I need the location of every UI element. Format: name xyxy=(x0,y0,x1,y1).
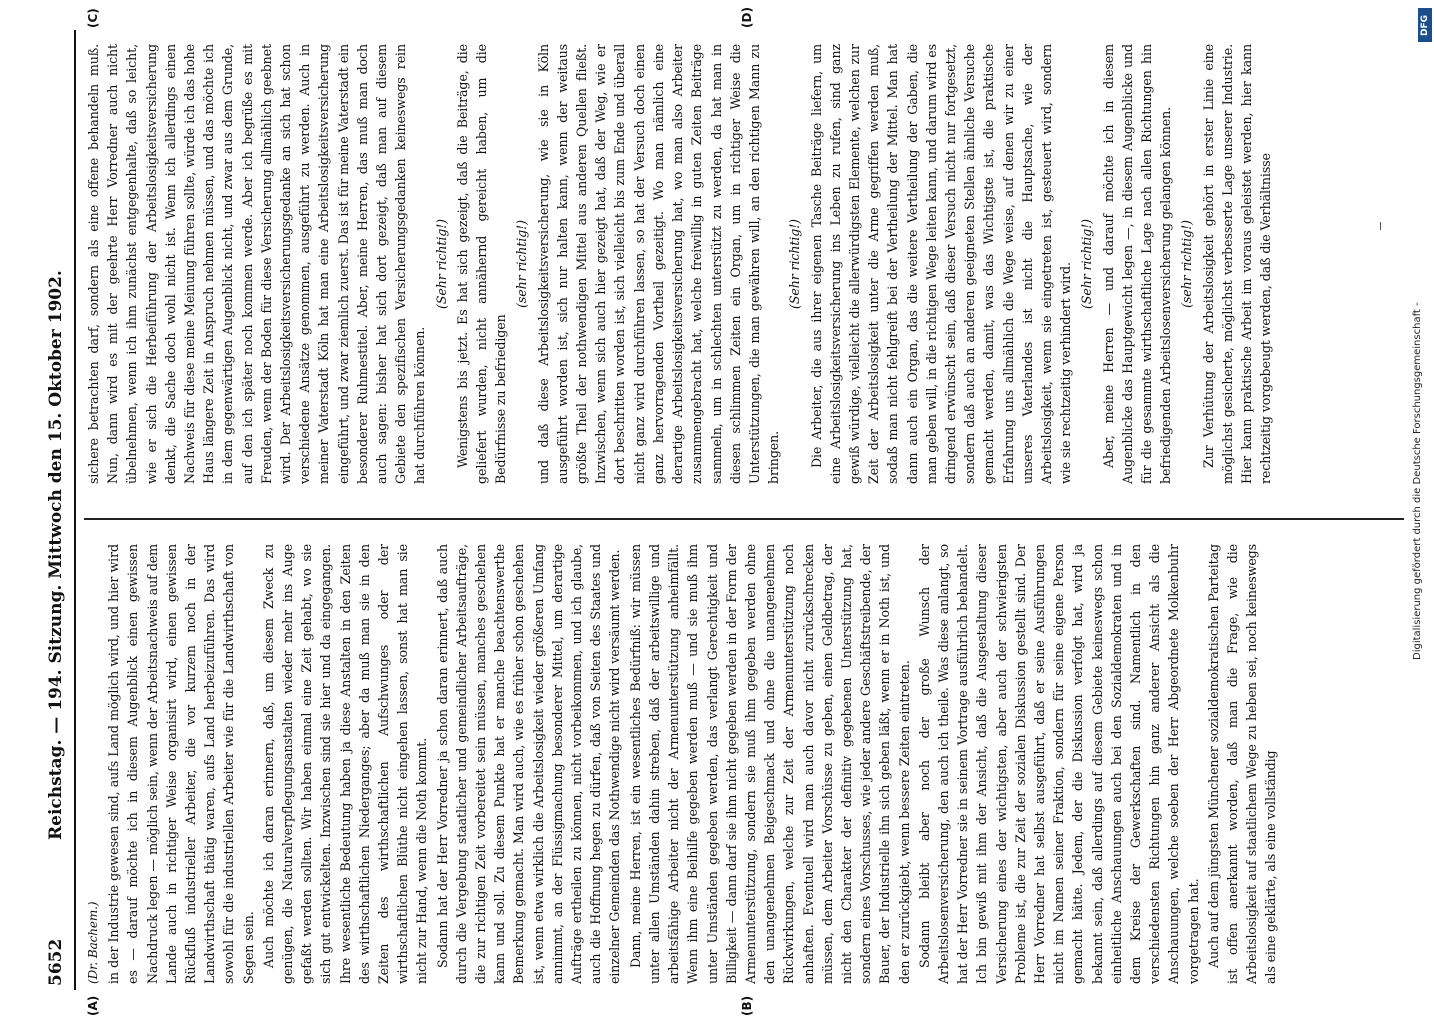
interjection: (Sehr richtig!) xyxy=(1079,219,1095,309)
paragraph: Auch möchte ich daran erinnern, daß, um diesem Zweck zu genügen, die Naturalverpflegungsanstalten wieder mehr ins Auge gefaßt werden sollten. Wir haben einmal eine Zeit gehabt, wo sie sich gut entwickelten. Inzwischen sind sie hier und da eingegangen. Ihre wesentliche Bedeutung haben ja diese Anstalten in den Zeiten des wirthschaftlichen Niederganges; aber da muß man sie in den Zeiten des wirthschaftlichen Aufschwunges oder der wirthschaftlichen Blüthe nicht eingehen lassen, sonst hat man sie nicht zur Hand, wenn die Noth kommt. xyxy=(260,544,430,984)
paragraph: Auch auf dem jüngsten Münchener sozialdemokratischen Parteitag ist offen anerkannt worden, daß man die Frage, wie die Arbeitslosigkeit auf staatlichem Wege zu heben sei, noch keineswegs als eine geklärte, als eine vollständig xyxy=(1205,544,1279,984)
interjection: (sehr richtig!) xyxy=(514,220,530,308)
paragraph: in der Industrie gewesen sind, aufs Land möglich wird, und hier wird es — darauf möchte ich in diesem Augenblick einen gewissen Nachdruck legen — möglich sein, wenn der Arbeitsnachweis auf dem Lande auch in richtiger Weise organisirt wird, einen gewissen Rückfluß industrieller Arbeiter, die vor kurzem noch in der Landwirthschaft thätig waren, aufs Land herbeizuführen. Das wird sowohl für die industriellen Arbeiter wie für die Landwirthschaft von Segen sein. xyxy=(106,544,256,984)
dfg-logo: DFG xyxy=(1418,8,1432,42)
margin-marker-b: (B) xyxy=(740,995,754,1016)
digitization-credit: Digitalisierung gefördert durch die Deutsche Forschungsgemeinschaft - xyxy=(1412,302,1423,660)
margin-marker-c: (C) xyxy=(86,8,100,28)
paragraph: Sodann bleibt aber noch der große Wunsch der Arbeitslosenversicherung, den auch ich theile. Was diese anlangt, so hat der Herr Vorredner sie in seinem Vortrage ausführlich behandelt. Ich bin gewiß mit ihm der Ansicht, daß die Ausgestaltung dieser Versicherung eines der wichtigsten, aber auch der schwierigsten Probleme ist, die zur Zeit der sozialen Diskussion gestellt sind. Der Herr Vorredner hat selbst ausgeführt, daß er seine Ausführungen nicht im Namen seiner Fraktion, sondern für seine eigene Person gemacht hätte. Jedem, der die Diskussion verfolgt hat, wird ja bekannt sein, daß allerdings auf diesem Gebiete keineswegs schon einheitliche Anschauungen auch bei den Sozialdemokraten und in dem Kreise der Gewerkschaften sind. Namentlich in den verschiedensten Richtungen hin ganz anderer Ansicht als die Anschauungen, welche soeben der Herr Abgeordnete Molkenbuhr vorgetragen hat. xyxy=(916,544,1201,984)
speaker-label: (Dr. Bachem.) xyxy=(86,901,100,984)
interjection: (Sehr richtig!) xyxy=(433,219,449,309)
paragraph: Aber, meine Herren — und darauf möchte ich in diesem Augenblicke das Hauptgewicht legen —, in diesem Augenblicke und für die gesammte wirthschaftliche Lage nach allen Richtungen hin befriedigenden Arbeitslosenversicherung gelangen können. xyxy=(1100,44,1174,484)
paragraph: Die Arbeiter, die aus ihrer eigenen Tasche Beiträge liefern, um eine Arbeitslosigkeitsversicherung ins Leben zu rufen, sind ganz gewiß würdige, vielleicht die allerwürdigsten Elemente, welchen zur Zeit der Arbeitslosigkeit unter die Arme gegriffen werden muß, sodaß man nicht fehlgreift bei der Vertheilung der Mittel. Man hat dann auch ein Organ, das die weitere Vertheilung der Gaben, die man geben will, in die richtigen Wege leiten kann, und darum wird es dringend erwünscht sein, daß dieser Versuch nicht nur fortgesetzt, sondern daß auch an anderen geeigneten Stellen ähnliche Versuche gemacht werden, damit, was das Wichtigste ist, die praktische Erfahrung uns allmählich die Wege weise, auf denen wir zu einer unseres Vaterlandes ist nicht die Hauptsache, wie der Arbeitslosigkeit, wenn sie eingetreten ist, gesteuert wird, sondern wie sie rechtzeitig verhindert wird. xyxy=(808,44,1074,484)
interjection: (sehr richtig!) xyxy=(1179,220,1195,308)
page-number: 5652 xyxy=(46,938,66,986)
paragraph: Wenigstens bis jetzt. Es hat sich gezeigt, daß die Beiträge, die geliefert wurden, nicht annähernd gereicht haben, um die Bedürfnisse zu befriedigen xyxy=(454,44,509,484)
paragraph: und daß diese Arbeitslosigkeitsversicherung, wie sie in Köln ausgeführt worden ist, sich nur halten kann, wenn der weitaus größte Theil der nothwendigen Mittel aus anderen Quellen fließt. Inzwischen, wenn sich auch hier gezeigt hat, daß der Weg, wie er dort beschritten worden ist, sich vielleicht bis zum Ende und überall nicht ganz wird durchführen lassen, so hat der Versuch doch einen ganz hervorragenden Vortheil gezeitigt. Wo man nämlich eine derartige Arbeitslosigkeitsversicherung hat, wo man also Arbeiter zusammengebracht hat, welche freiwillig in guten Zeiten Beiträge sammeln, um in schlechten unterstützt zu werden, da hat man in diesen schlimmen Zeiten ein Organ, um in richtiger Weise die Unterstützungen, die man gewähren will, an den richtigen Mann zu bringen. xyxy=(535,44,782,484)
margin-marker-a: (A) xyxy=(86,995,100,1016)
page-header xyxy=(40,30,76,990)
left-column xyxy=(84,544,1404,984)
margin-marker-d: (D) xyxy=(740,7,754,28)
paragraph: Zur Verhütung der Arbeitslosigkeit gehört in erster Linie eine möglichst gesicherte, möglichst verbesserte Lage unserer Industrie. Hier kann praktische Arbeit im voraus geleistet werden, hier kann rechtzeitig vorgebeugt werden, daß die Verhältnisse xyxy=(1200,44,1274,484)
right-column xyxy=(84,44,1404,484)
page-title: Reichstag. — 194. Sitzung. Mittwoch den 15. Oktober 1902. xyxy=(46,270,66,840)
paragraph: sichere betrachten darf, sondern als eine offene behandeln muß. Nun, dann wird es mit der geehrte Herr Vorredner auch nicht übelnehmen, wenn ich ihm zunächst entgegenhalte, daß so leicht, wie er sich die Herbeiführung der Arbeitslosigkeitsversicherung denkt, die Sache doch wohl nicht ist. Wenn ich allerdings einen Nachweis für diese meine Meinung führen sollte, würde ich das hohe Haus längere Zeit in Anspruch nehmen müssen, und das möchte ich in dem gegenwärtigen Augenblick nicht, und zwar aus dem Grunde, auf den ich später noch kommen werde. Aber ich begrüße es mit Freuden, wenn der Boden für diese Versicherung allmählich geebnet wird. Der Arbeitslosigkeitsversicherungsgedanke an sich hat schon verschiedene Ansätze genommen, ausgeführt zu werden. Auch in meiner Vaterstadt Köln hat man eine Arbeitslosigkeitsversicherung eingeführt, und zwar ziemlich zuerst. Das ist für meine Vaterstadt ein besonderer Ruhmestitel. Aber, meine Herren, das muß man doch auch sagen: bisher hat sich dort gezeigt, daß man auf diesem Gebiete den spezifischen Versicherungsgedanken keineswegs rein hat durchführen können. xyxy=(86,44,428,484)
interjection: (Sehr richtig!) xyxy=(787,219,803,309)
scan-mark xyxy=(1380,222,1381,230)
column-divider xyxy=(84,518,1404,520)
paragraph: Sodann hat der Herr Vorredner ja schon daran erinnert, daß auch durch die Vergebung staatlicher und gemeindlicher Arbeitsaufträge, die zur richtigen Zeit vorbereitet sein müssen, manches geschehen kann und soll. Zu diesem Punkte hat er manche beachtenswerthe Bemerkung gemacht. Man wird auch, wie es früher schon geschehen ist, wenn etwa wirklich die Arbeitslosigkeit wieder größeren Umfang annimmt, an der Flüssigmachung besonderer Mittel, um derartige Aufträge ertheilen zu können, nicht vorbeikommen, und ich glaube, auch die Hoffnung hegen zu dürfen, daß von Seiten des Staates und einzelner Gemeinden das Nothwendige nicht wird versäumt werden. xyxy=(434,544,623,984)
rotated-page-content xyxy=(40,7,1412,1016)
paragraph: Dann, meine Herren, ist ein wesentliches Bedürfniß: wir müssen unter allen Umständen dahin streben, daß der arbeitswillige und arbeitsfähige Arbeiter nicht der Armenunterstützung anheimfällt. Wenn ihm eine Beihilfe gegeben werden muß — und sie muß ihm unter Umständen gegeben werden, das verlangt Gerechtigkeit und Billigkeit — dann darf sie ihm nicht gegeben werden in der Form der Armenunterstützung, sondern sie muß ihm gegeben werden ohne den unangenehmen Beigeschmack und ohne die unangenehmen Rückwirkungen, welche zur Zeit der Armenunterstützung noch anhaften. Eventuell wird man auch davor nicht zurückschrecken müssen, dem Arbeiter Vorschüsse zu geben, einen Geldbetrag, der nicht den Charakter der definitiv gegebenen Unterstützung hat, sondern eines Vorschusses, wie jeder andere Geschäftstreibende, der Bauer, der Industrielle ihn sich geben läßt, wenn er in Noth ist, und den er zurückgiebt, wenn bessere Zeiten eintreten. xyxy=(627,544,912,984)
